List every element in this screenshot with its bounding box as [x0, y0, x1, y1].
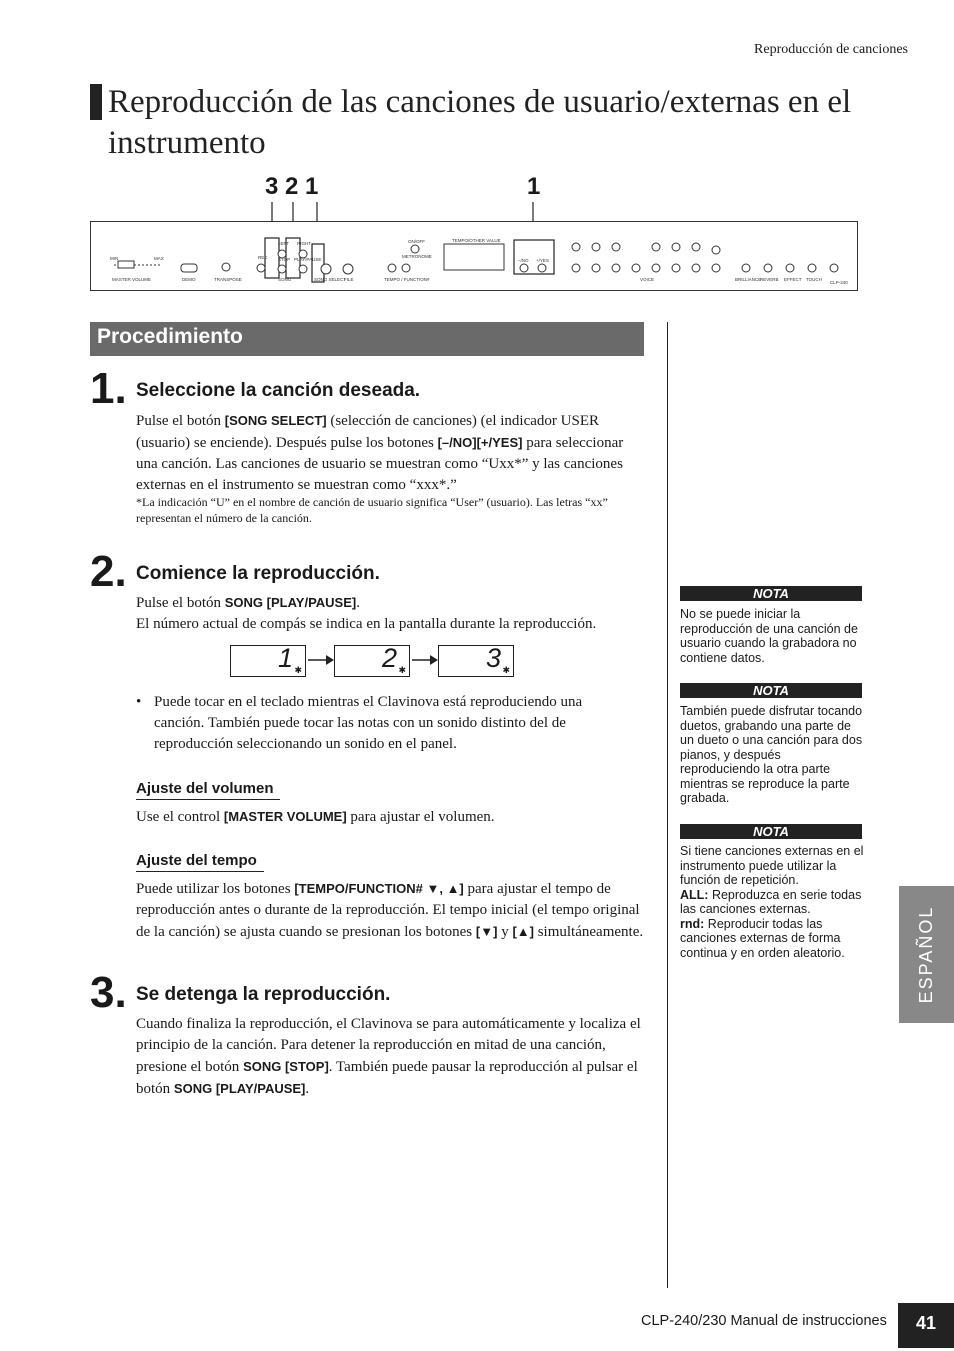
svg-text:TRANSPOSE: TRANSPOSE	[214, 277, 242, 282]
step-2-text: Pulse el botón SONG [PLAY/PAUSE]. El número actual de compás se indica en la pantalla durante la reproducción.	[136, 595, 597, 632]
step-3-number: 3.	[90, 968, 127, 1017]
svg-text:TOUCH: TOUCH	[806, 277, 822, 282]
step-2-bullet: Puede tocar en el teclado mientras el Clavinova está reproduciendo una canción. También puede tocar las notas con un sonido distinto del de reproducción seleccionando un sonido en el panel.	[154, 694, 583, 752]
svg-text:BRILLIANCE: BRILLIANCE	[735, 277, 762, 282]
svg-text:CLP-240: CLP-240	[830, 280, 848, 285]
svg-text:PLAY/PAUSE: PLAY/PAUSE	[294, 257, 322, 262]
svg-text:REVERB: REVERB	[760, 277, 779, 282]
step-2-heading: Comience la reproducción.	[136, 563, 380, 584]
svg-text:REC: REC	[258, 255, 268, 260]
svg-text:TEMPO/OTHER VALUE: TEMPO/OTHER VALUE	[452, 238, 501, 243]
tempo-subheading: Ajuste del tempo	[136, 852, 264, 872]
diagram-step-label-right: 1	[527, 173, 541, 200]
svg-text:EFFECT: EFFECT	[784, 277, 802, 282]
svg-text:LEFT: LEFT	[278, 241, 290, 246]
step-1-number: 1.	[90, 364, 127, 413]
step-3-heading: Se detenga la reproducción.	[136, 984, 391, 1005]
svg-text:SONG SELECT: SONG SELECT	[314, 277, 347, 282]
diagram-step-labels-left: 3 2 1	[265, 173, 319, 200]
title-marker	[90, 84, 102, 120]
running-header: Reproducción de canciones	[754, 42, 908, 57]
page-number: 41	[898, 1303, 954, 1348]
column-divider	[667, 322, 668, 1288]
svg-text:ON/OFF: ON/OFF	[408, 239, 425, 244]
bullet-dot: •	[136, 694, 142, 710]
svg-text:+/YES: +/YES	[536, 258, 549, 263]
svg-text:SONG: SONG	[278, 277, 292, 282]
svg-text:MAX: MAX	[154, 256, 164, 261]
svg-text:STOP: STOP	[278, 257, 291, 262]
step-1-heading: Seleccione la canción deseada.	[136, 380, 421, 401]
svg-text:MIN: MIN	[110, 256, 119, 261]
section-heading: Procedimiento	[97, 325, 243, 348]
note-label: NOTA	[680, 586, 862, 601]
step-1-text: Pulse el botón [SONG SELECT] (selección de canciones) (el indicador USER (usuario) se enciende). Después pulse los botones [–/NO][+/YES] para seleccionar una canción. Las canciones de usuario se muestran como “Uxx*” y las canciones externas en el instrumento se muestran como “xxx*.”	[136, 413, 624, 493]
note-text: Si tiene canciones externas en el instrumento puede utilizar la función de repetición. ALL: Reproduzca en serie todas las canciones externas. rnd: Reproducir todas las canciones externas de forma continua y en orden aleatorio.	[680, 844, 864, 960]
measure-display-2: 2 ✱	[334, 645, 410, 677]
svg-text:–/NO: –/NO	[518, 258, 529, 263]
arrow-icon	[410, 653, 440, 667]
svg-text:METRONOME: METRONOME	[402, 254, 432, 259]
footer-manual-title: CLP-240/230 Manual de instrucciones	[641, 1313, 887, 1329]
control-panel-diagram	[90, 198, 860, 294]
note-text: No se puede iniciar la reproducción de una canción de usuario cuando la grabadora no contiene datos.	[680, 607, 858, 665]
arrow-icon	[306, 653, 336, 667]
note-text: También puede disfrutar tocando duetos, grabando una parte de un dueto o una canción para dos pianos, y después reproduciendo la otra parte mientras se reproduce la parte grabada.	[680, 704, 863, 805]
step-1-footnote: *La indicación “U” en el nombre de canción de usuario significa “User” (usuario). Las letras “xx” representan el número de la canción.	[136, 495, 608, 525]
step-3-text: Cuando finaliza la reproducción, el Clavinova se para automáticamente y localiza el principio de la canción. Para detener la reproducción en mitad de una canción, presione el botón SONG [STOP]. También puede pausar la reproducción al pulsar el botón SONG [PLAY/PAUSE].	[136, 1016, 641, 1097]
svg-text:MASTER VOLUME: MASTER VOLUME	[112, 277, 152, 282]
step-2-number: 2.	[90, 547, 127, 596]
svg-text:DEMO: DEMO	[182, 277, 196, 282]
svg-text:TEMPO / FUNCTION#: TEMPO / FUNCTION#	[384, 277, 430, 282]
language-tab: ESPAÑOL	[899, 886, 954, 1023]
measure-display-3: 3 ✱	[438, 645, 514, 677]
measure-display-1: 1 ✱	[230, 645, 306, 677]
note-label: NOTA	[680, 824, 862, 839]
tempo-text: Puede utilizar los botones [TEMPO/FUNCTION# ▼, ▲] para ajustar el tempo de reproducción antes o durante de la reproducción. El tempo inicial (el tempo original de la canción) se ajusta cuando se presionan los botones [▼] y [▲] simultáneamente.	[136, 881, 644, 940]
svg-text:VOICE: VOICE	[640, 277, 655, 282]
volume-text: Use el control [MASTER VOLUME] para ajustar el volumen.	[136, 809, 495, 825]
volume-subheading: Ajuste del volumen	[136, 780, 280, 800]
svg-text:FILE: FILE	[344, 277, 354, 282]
note-label: NOTA	[680, 683, 862, 698]
page-title: Reproducción de las canciones de usuario/externas en el instrumento	[108, 84, 852, 161]
svg-text:RIGHT: RIGHT	[297, 241, 311, 246]
